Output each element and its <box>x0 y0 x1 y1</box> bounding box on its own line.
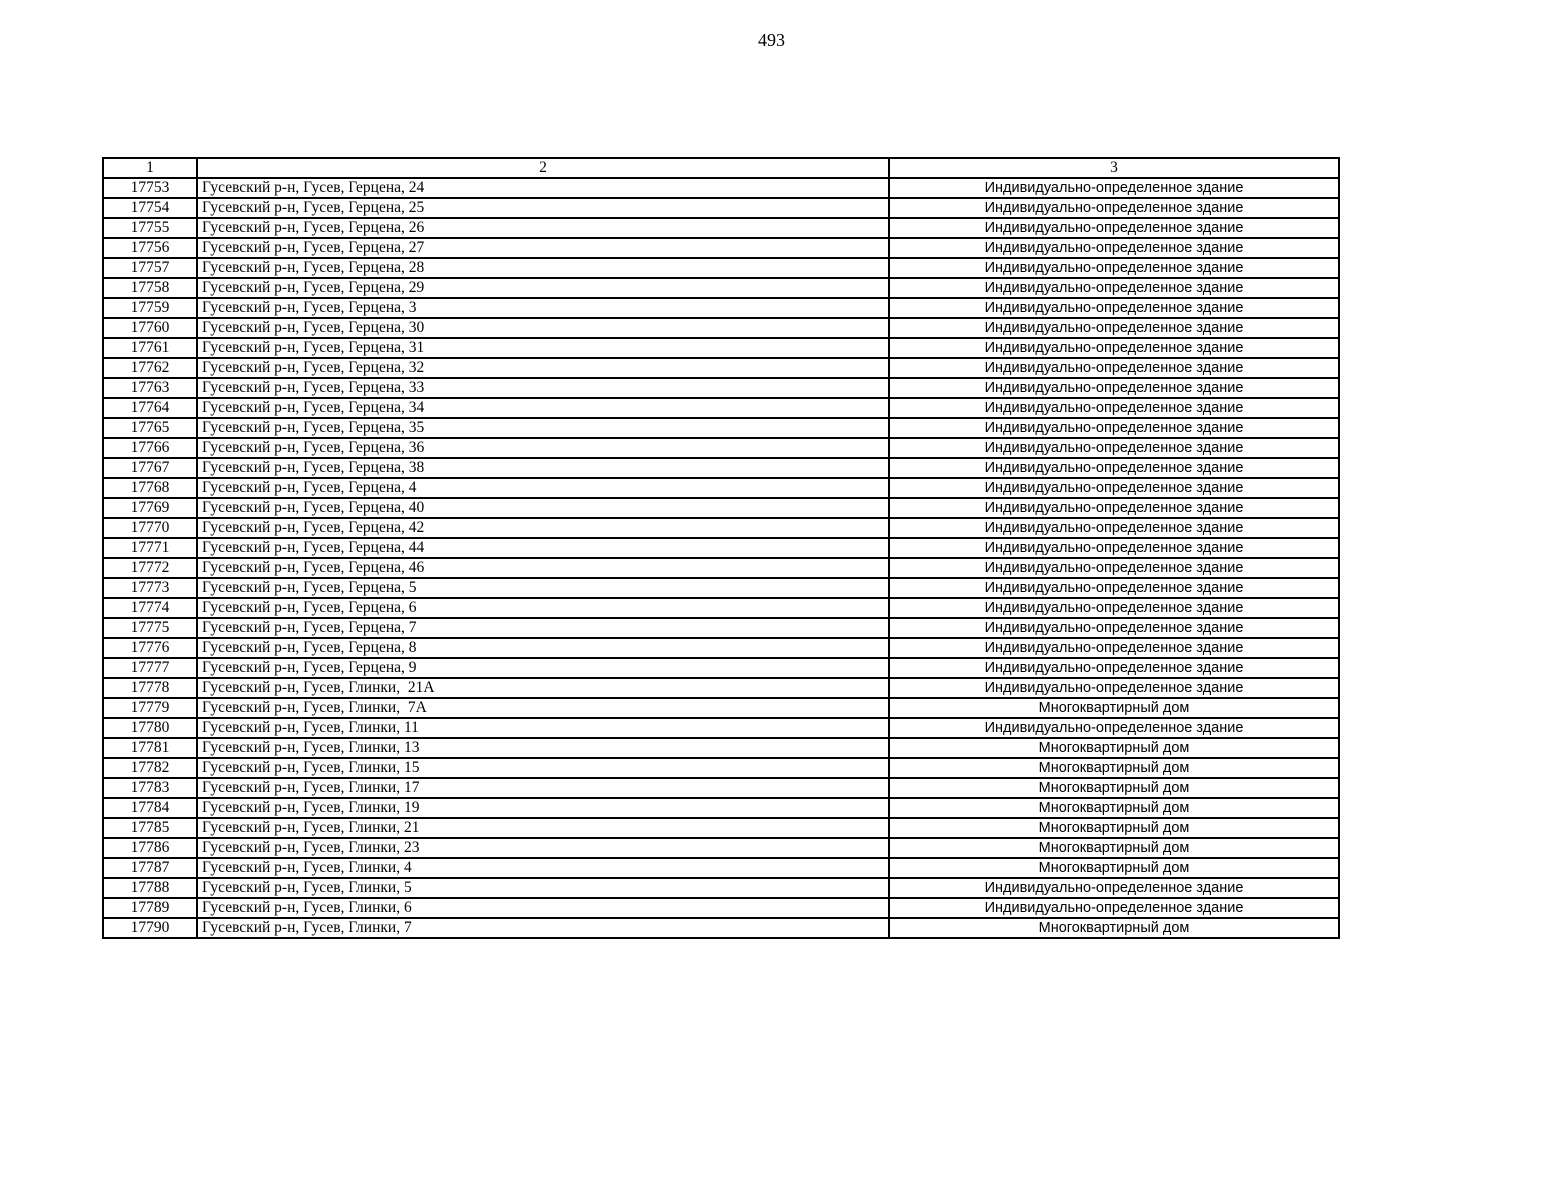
column-header-1: 1 <box>103 158 197 178</box>
row-type-cell: Индивидуально-определенное здание <box>889 378 1339 398</box>
row-type-cell: Индивидуально-определенное здание <box>889 318 1339 338</box>
row-address-cell: Гусевский р-н, Гусев, Глинки, 15 <box>197 758 889 778</box>
table-row <box>103 898 1339 918</box>
row-address-cell: Гусевский р-н, Гусев, Герцена, 35 <box>197 418 889 438</box>
page-number: 493 <box>758 30 785 50</box>
row-type-cell: Индивидуально-определенное здание <box>889 538 1339 558</box>
row-address-cell: Гусевский р-н, Гусев, Глинки, 17 <box>197 778 889 798</box>
row-address-cell: Гусевский р-н, Гусев, Герцена, 8 <box>197 638 889 658</box>
row-type-cell: Индивидуально-определенное здание <box>889 278 1339 298</box>
row-type-cell: Индивидуально-определенное здание <box>889 658 1339 678</box>
table-row <box>103 398 1339 418</box>
row-address-cell: Гусевский р-н, Гусев, Глинки, 6 <box>197 898 889 918</box>
table-row <box>103 718 1339 738</box>
row-address-cell: Гусевский р-н, Гусев, Герцена, 31 <box>197 338 889 358</box>
row-id-cell: 17785 <box>103 818 197 838</box>
row-id-cell: 17757 <box>103 258 197 278</box>
row-address-cell: Гусевский р-н, Гусев, Герцена, 28 <box>197 258 889 278</box>
row-address-cell: Гусевский р-н, Гусев, Глинки, 23 <box>197 838 889 858</box>
row-type-cell: Индивидуально-определенное здание <box>889 718 1339 738</box>
row-type-cell: Многоквартирный дом <box>889 738 1339 758</box>
row-type-cell: Индивидуально-определенное здание <box>889 518 1339 538</box>
table-row <box>103 578 1339 598</box>
row-id-cell: 17759 <box>103 298 197 318</box>
row-id-cell: 17780 <box>103 718 197 738</box>
table-row <box>103 658 1339 678</box>
row-id-cell: 17761 <box>103 338 197 358</box>
table-row <box>103 798 1339 818</box>
row-type-cell: Многоквартирный дом <box>889 838 1339 858</box>
row-address-cell: Гусевский р-н, Гусев, Герцена, 26 <box>197 218 889 238</box>
row-address-cell: Гусевский р-н, Гусев, Герцена, 24 <box>197 178 889 198</box>
row-id-cell: 17753 <box>103 178 197 198</box>
row-type-cell: Индивидуально-определенное здание <box>889 358 1339 378</box>
row-id-cell: 17778 <box>103 678 197 698</box>
row-address-cell: Гусевский р-н, Гусев, Герцена, 6 <box>197 598 889 618</box>
row-address-cell: Гусевский р-н, Гусев, Герцена, 40 <box>197 498 889 518</box>
row-type-cell: Многоквартирный дом <box>889 798 1339 818</box>
row-id-cell: 17754 <box>103 198 197 218</box>
row-address-cell: Гусевский р-н, Гусев, Герцена, 3 <box>197 298 889 318</box>
row-type-cell: Индивидуально-определенное здание <box>889 418 1339 438</box>
row-type-cell: Индивидуально-определенное здание <box>889 598 1339 618</box>
table-row <box>103 418 1339 438</box>
table-row <box>103 258 1339 278</box>
row-id-cell: 17760 <box>103 318 197 338</box>
row-id-cell: 17766 <box>103 438 197 458</box>
row-id-cell: 17772 <box>103 558 197 578</box>
row-type-cell: Индивидуально-определенное здание <box>889 618 1339 638</box>
row-type-cell: Индивидуально-определенное здание <box>889 338 1339 358</box>
row-id-cell: 17788 <box>103 878 197 898</box>
table-row <box>103 858 1339 878</box>
row-type-cell: Индивидуально-определенное здание <box>889 458 1339 478</box>
row-type-cell: Индивидуально-определенное здание <box>889 478 1339 498</box>
row-address-cell: Гусевский р-н, Гусев, Герцена, 29 <box>197 278 889 298</box>
row-type-cell: Многоквартирный дом <box>889 758 1339 778</box>
row-id-cell: 17758 <box>103 278 197 298</box>
table-row <box>103 518 1339 538</box>
table-row <box>103 498 1339 518</box>
row-address-cell: Гусевский р-н, Гусев, Глинки, 11 <box>197 718 889 738</box>
row-id-cell: 17771 <box>103 538 197 558</box>
row-id-cell: 17767 <box>103 458 197 478</box>
row-id-cell: 17779 <box>103 698 197 718</box>
registry-table <box>102 157 1340 939</box>
table-row <box>103 618 1339 638</box>
row-type-cell: Индивидуально-определенное здание <box>889 398 1339 418</box>
row-id-cell: 17768 <box>103 478 197 498</box>
table-row <box>103 638 1339 658</box>
row-address-cell: Гусевский р-н, Гусев, Герцена, 33 <box>197 378 889 398</box>
row-address-cell: Гусевский р-н, Гусев, Герцена, 38 <box>197 458 889 478</box>
row-id-cell: 17762 <box>103 358 197 378</box>
row-type-cell: Индивидуально-определенное здание <box>889 898 1339 918</box>
table-row <box>103 818 1339 838</box>
row-address-cell: Гусевский р-н, Гусев, Герцена, 32 <box>197 358 889 378</box>
row-id-cell: 17775 <box>103 618 197 638</box>
row-id-cell: 17765 <box>103 418 197 438</box>
table-body <box>103 178 1339 938</box>
table-row <box>103 338 1339 358</box>
row-address-cell: Гусевский р-н, Гусев, Герцена, 46 <box>197 558 889 578</box>
row-address-cell: Гусевский р-н, Гусев, Герцена, 4 <box>197 478 889 498</box>
row-id-cell: 17781 <box>103 738 197 758</box>
row-address-cell: Гусевский р-н, Гусев, Герцена, 36 <box>197 438 889 458</box>
row-type-cell: Индивидуально-определенное здание <box>889 218 1339 238</box>
row-id-cell: 17756 <box>103 238 197 258</box>
row-address-cell: Гусевский р-н, Гусев, Герцена, 5 <box>197 578 889 598</box>
row-address-cell: Гусевский р-н, Гусев, Глинки, 21А <box>197 678 889 698</box>
row-id-cell: 17776 <box>103 638 197 658</box>
table-row <box>103 178 1339 198</box>
table-row <box>103 778 1339 798</box>
row-id-cell: 17764 <box>103 398 197 418</box>
row-id-cell: 17773 <box>103 578 197 598</box>
row-type-cell: Индивидуально-определенное здание <box>889 298 1339 318</box>
row-type-cell: Индивидуально-определенное здание <box>889 198 1339 218</box>
row-type-cell: Индивидуально-определенное здание <box>889 578 1339 598</box>
row-id-cell: 17763 <box>103 378 197 398</box>
row-type-cell: Многоквартирный дом <box>889 918 1339 938</box>
row-address-cell: Гусевский р-н, Гусев, Глинки, 21 <box>197 818 889 838</box>
row-type-cell: Многоквартирный дом <box>889 778 1339 798</box>
row-type-cell: Индивидуально-определенное здание <box>889 178 1339 198</box>
row-address-cell: Гусевский р-н, Гусев, Глинки, 19 <box>197 798 889 818</box>
table-row <box>103 538 1339 558</box>
row-address-cell: Гусевский р-н, Гусев, Герцена, 34 <box>197 398 889 418</box>
row-id-cell: 17783 <box>103 778 197 798</box>
table-row <box>103 698 1339 718</box>
row-type-cell: Индивидуально-определенное здание <box>889 678 1339 698</box>
table-row <box>103 218 1339 238</box>
column-header-3: 3 <box>889 158 1339 178</box>
row-address-cell: Гусевский р-н, Гусев, Герцена, 27 <box>197 238 889 258</box>
row-type-cell: Многоквартирный дом <box>889 818 1339 838</box>
column-header-2: 2 <box>197 158 889 178</box>
table-row <box>103 478 1339 498</box>
row-address-cell: Гусевский р-н, Гусев, Герцена, 7 <box>197 618 889 638</box>
row-address-cell: Гусевский р-н, Гусев, Глинки, 7А <box>197 698 889 718</box>
row-address-cell: Гусевский р-н, Гусев, Глинки, 5 <box>197 878 889 898</box>
row-id-cell: 17774 <box>103 598 197 618</box>
table-row <box>103 378 1339 398</box>
table-row <box>103 558 1339 578</box>
table-row <box>103 318 1339 338</box>
row-type-cell: Индивидуально-определенное здание <box>889 638 1339 658</box>
table-header-row <box>103 158 1339 178</box>
table-row <box>103 198 1339 218</box>
row-type-cell: Индивидуально-определенное здание <box>889 558 1339 578</box>
table-row <box>103 838 1339 858</box>
table-row <box>103 678 1339 698</box>
table-row <box>103 278 1339 298</box>
row-id-cell: 17770 <box>103 518 197 538</box>
row-address-cell: Гусевский р-н, Гусев, Герцена, 44 <box>197 538 889 558</box>
row-id-cell: 17777 <box>103 658 197 678</box>
row-type-cell: Индивидуально-определенное здание <box>889 878 1339 898</box>
table-row <box>103 598 1339 618</box>
row-address-cell: Гусевский р-н, Гусев, Глинки, 13 <box>197 738 889 758</box>
row-address-cell: Гусевский р-н, Гусев, Глинки, 4 <box>197 858 889 878</box>
row-address-cell: Гусевский р-н, Гусев, Герцена, 9 <box>197 658 889 678</box>
row-type-cell: Индивидуально-определенное здание <box>889 438 1339 458</box>
row-id-cell: 17786 <box>103 838 197 858</box>
row-address-cell: Гусевский р-н, Гусев, Герцена, 30 <box>197 318 889 338</box>
row-type-cell: Многоквартирный дом <box>889 698 1339 718</box>
row-address-cell: Гусевский р-н, Гусев, Глинки, 7 <box>197 918 889 938</box>
table-row <box>103 298 1339 318</box>
table-row <box>103 738 1339 758</box>
row-id-cell: 17782 <box>103 758 197 778</box>
row-id-cell: 17787 <box>103 858 197 878</box>
table-row <box>103 458 1339 478</box>
row-id-cell: 17784 <box>103 798 197 818</box>
table-row <box>103 918 1339 938</box>
row-type-cell: Индивидуально-определенное здание <box>889 238 1339 258</box>
row-address-cell: Гусевский р-н, Гусев, Герцена, 25 <box>197 198 889 218</box>
row-type-cell: Индивидуально-определенное здание <box>889 498 1339 518</box>
table-row <box>103 238 1339 258</box>
row-type-cell: Индивидуально-определенное здание <box>889 258 1339 278</box>
table-row <box>103 758 1339 778</box>
row-id-cell: 17755 <box>103 218 197 238</box>
table-row <box>103 358 1339 378</box>
table-row <box>103 878 1339 898</box>
row-address-cell: Гусевский р-н, Гусев, Герцена, 42 <box>197 518 889 538</box>
row-id-cell: 17769 <box>103 498 197 518</box>
table-row <box>103 438 1339 458</box>
row-type-cell: Многоквартирный дом <box>889 858 1339 878</box>
row-id-cell: 17789 <box>103 898 197 918</box>
row-id-cell: 17790 <box>103 918 197 938</box>
